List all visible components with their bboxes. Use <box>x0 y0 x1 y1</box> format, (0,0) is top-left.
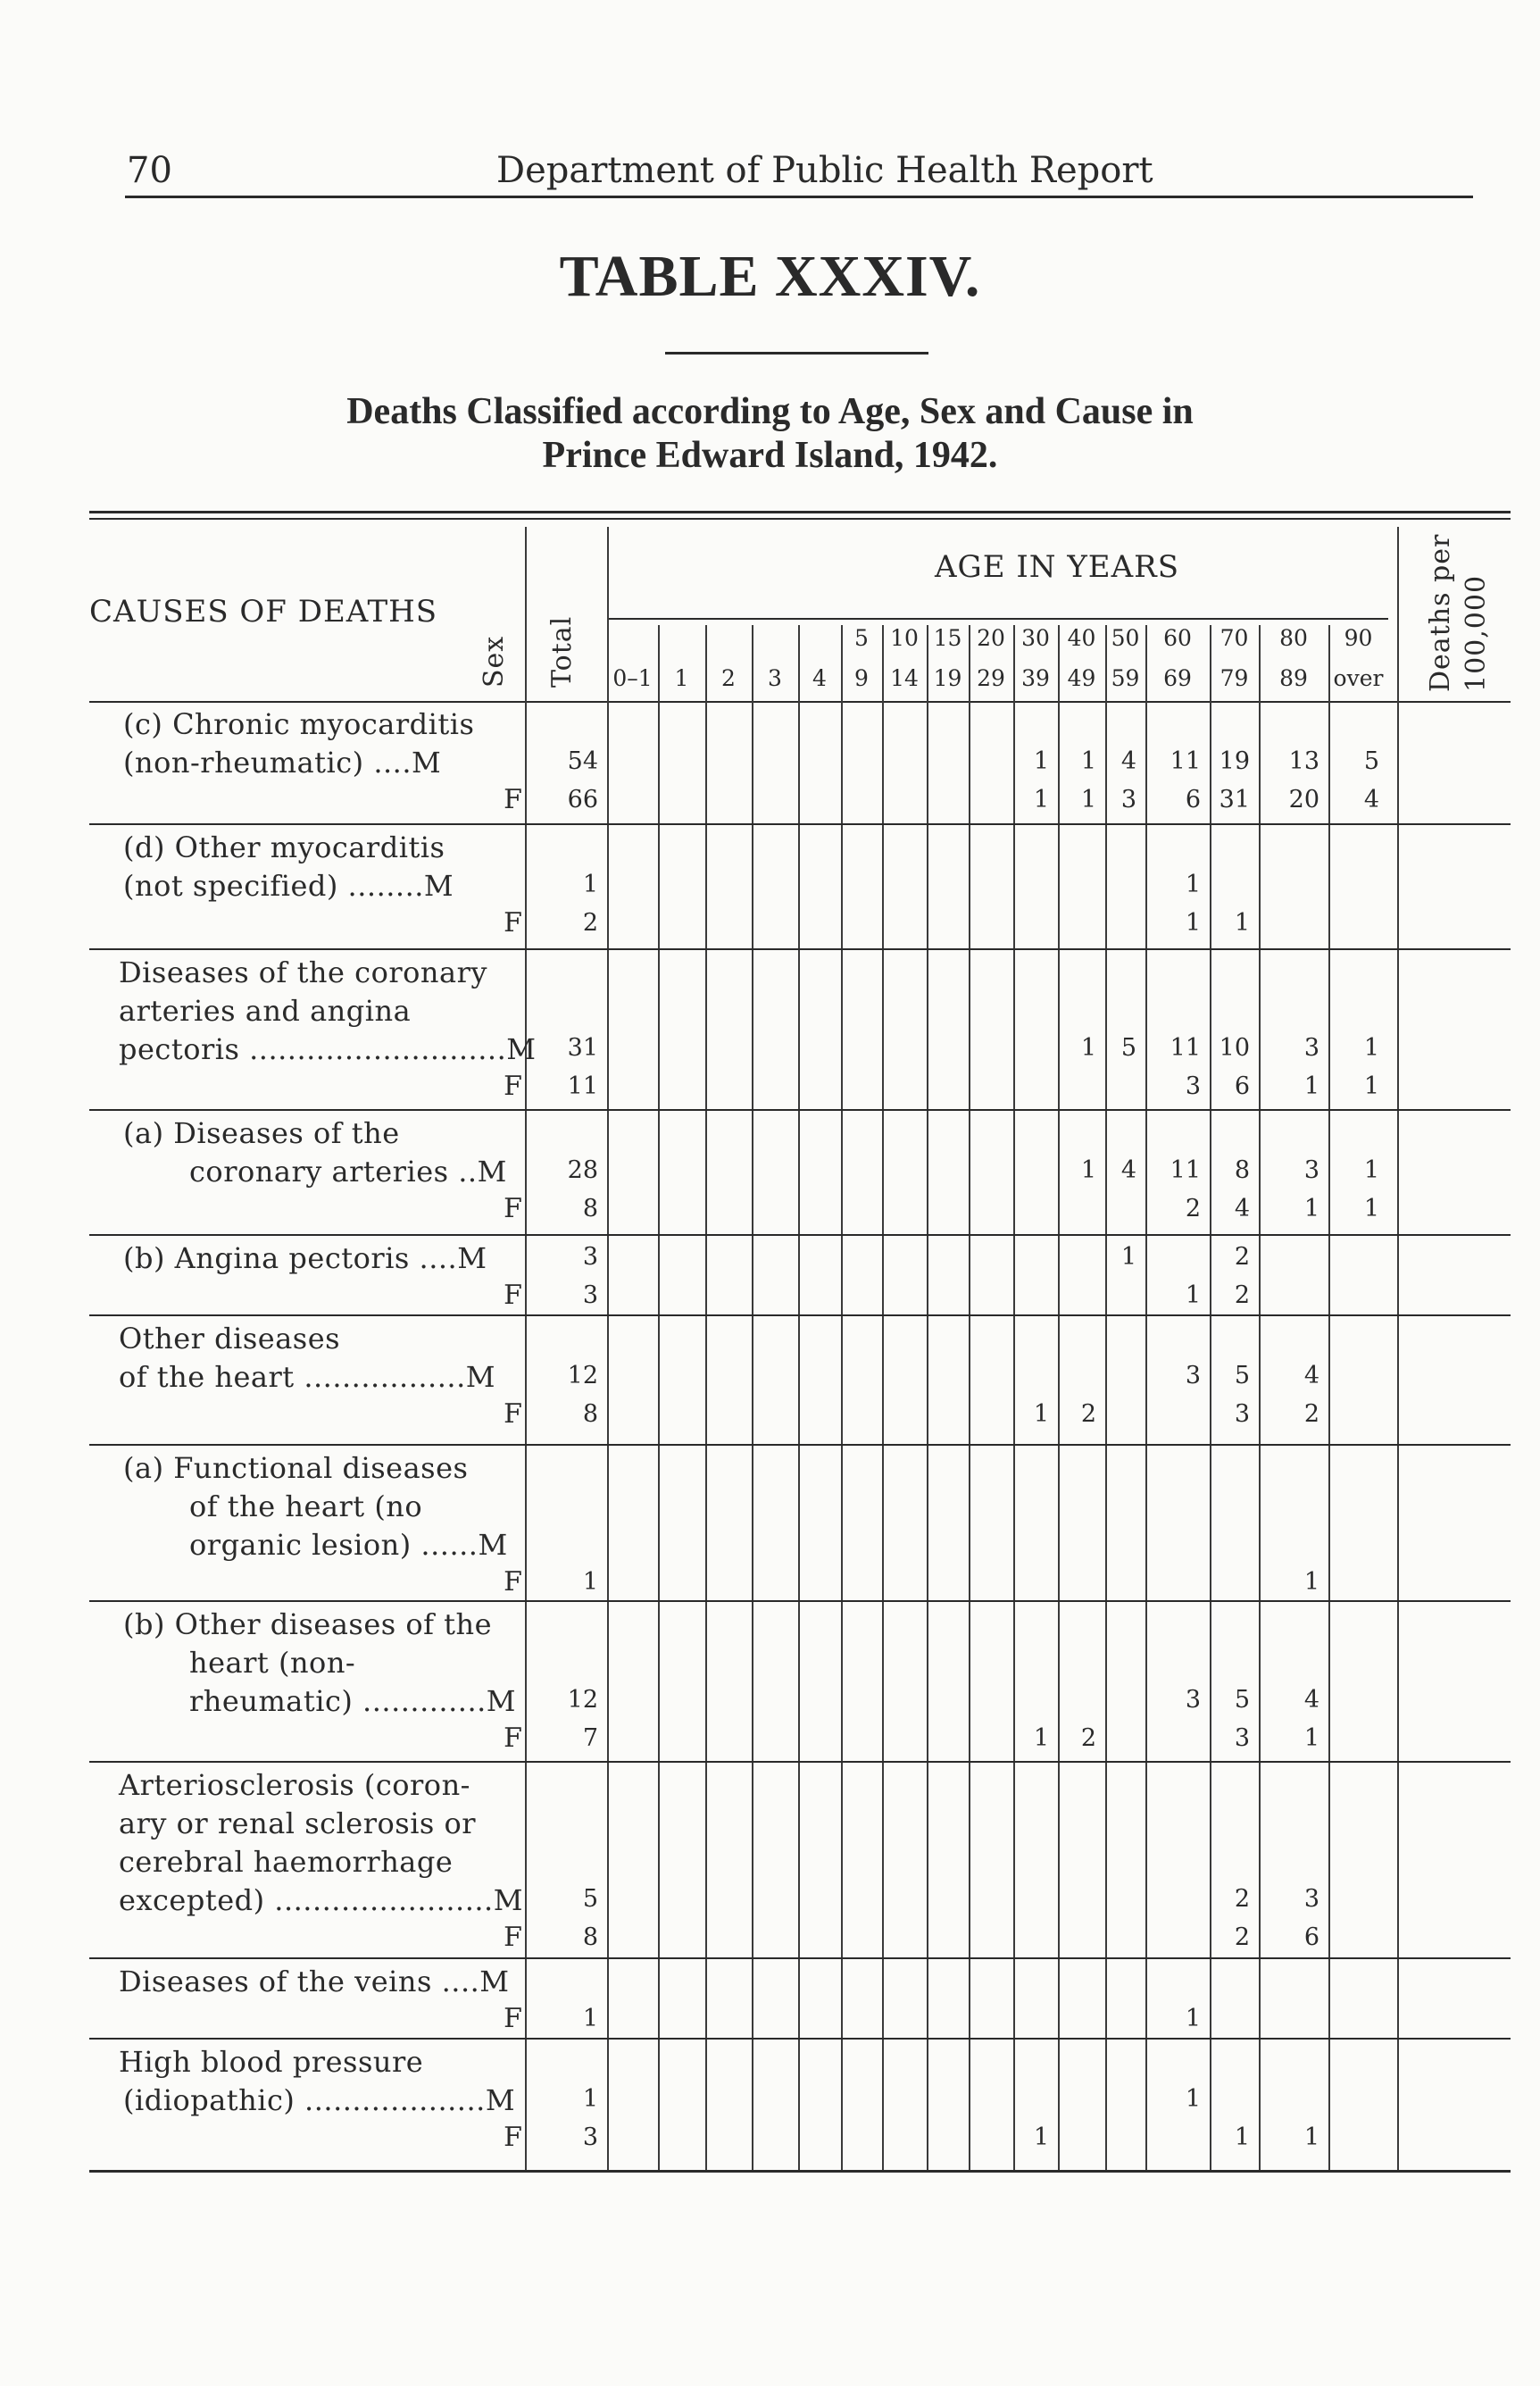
total-f-value: 8 <box>582 1195 598 1222</box>
age-cell-value: 19 <box>1219 747 1250 775</box>
age-cell-value: 8 <box>1234 1156 1250 1184</box>
row-separator <box>89 1600 1511 1602</box>
cause-label: cerebral haemorrhage <box>119 1845 454 1879</box>
row-separator <box>89 1234 1511 1236</box>
sex-f-label: F <box>504 1566 522 1598</box>
sex-f-label: F <box>504 907 522 939</box>
row-separator <box>89 948 1511 950</box>
age-group-top-label: 20 <box>977 625 1005 651</box>
age-cell-value: 31 <box>1219 786 1250 813</box>
sex-column-rule <box>525 527 527 2170</box>
age-cell-value: 1 <box>1185 2005 1201 2032</box>
age-cell-value: 1 <box>1185 1281 1201 1309</box>
sex-f-label: F <box>504 1071 522 1102</box>
age-cell-value: 1 <box>1080 1034 1096 1062</box>
age-cell-value: 4 <box>1234 1195 1250 1222</box>
age-group-bottom-label: 3 <box>768 665 782 691</box>
running-head: Department of Public Health Report <box>496 150 1153 191</box>
age-cell-value: 5 <box>1234 1686 1250 1714</box>
age-cell-value: 3 <box>1303 1034 1319 1062</box>
cause-label: organic lesion) ......M <box>189 1528 508 1562</box>
sex-f-label: F <box>504 1280 522 1311</box>
age-column-rule <box>705 625 707 2170</box>
cause-label: Other diseases <box>119 1322 341 1356</box>
cause-label: (d) Other myocarditis <box>123 830 445 864</box>
age-header-rule <box>607 618 1388 620</box>
age-cell-value: 13 <box>1288 747 1319 775</box>
age-cell-value: 20 <box>1288 786 1319 813</box>
table-subtitle-line-2: Prince Edward Island, 1942. <box>542 435 998 476</box>
age-group-top-label: 5 <box>854 625 869 651</box>
age-cell-value: 3 <box>1120 786 1136 813</box>
age-group-top-label: 90 <box>1344 625 1373 651</box>
age-cell-value: 6 <box>1234 1072 1250 1100</box>
total-header: Total <box>546 615 578 688</box>
page-number: 70 <box>127 150 172 191</box>
cause-label: ary or renal sclerosis or <box>119 1806 477 1840</box>
age-cell-value: 1 <box>1303 1568 1319 1596</box>
total-m-value: 12 <box>567 1362 598 1389</box>
age-cell-value: 3 <box>1185 1072 1201 1100</box>
age-cell-value: 1 <box>1185 2085 1201 2113</box>
cause-label: High blood pressure <box>119 2045 424 2079</box>
age-cell-value: 1 <box>1363 1072 1379 1100</box>
age-group-top-label: 80 <box>1279 625 1308 651</box>
total-m-value: 54 <box>567 747 598 775</box>
row-separator <box>89 1109 1511 1111</box>
age-cell-value: 3 <box>1303 1885 1319 1913</box>
cause-label: (idiopathic) ...................M <box>123 2083 516 2117</box>
age-column-rule <box>1058 625 1060 2170</box>
age-cell-value: 1 <box>1080 747 1096 775</box>
header-rule <box>125 196 1473 198</box>
causes-header: CAUSES OF DEATHS <box>89 594 438 630</box>
per-100000-header: 100,000 <box>1461 574 1492 692</box>
table-title: TABLE XXXIV. <box>559 244 981 309</box>
total-m-value: 31 <box>567 1034 598 1062</box>
age-column-rule <box>1145 625 1147 2170</box>
cause-label: Diseases of the veins ....M <box>119 1965 510 1998</box>
age-group-top-label: 10 <box>890 625 919 651</box>
age-cell-value: 4 <box>1120 747 1136 775</box>
age-cell-value: 5 <box>1234 1362 1250 1389</box>
age-cell-value: 1 <box>1303 1195 1319 1222</box>
age-cell-value: 4 <box>1303 1362 1319 1389</box>
row-separator <box>89 1444 1511 1446</box>
age-group-bottom-label: 1 <box>674 665 689 691</box>
cause-label: of the heart (no <box>189 1489 423 1523</box>
total-f-value: 7 <box>582 1724 598 1752</box>
total-f-value: 66 <box>567 786 598 813</box>
age-cell-value: 2 <box>1080 1724 1096 1752</box>
row-separator <box>89 1957 1511 1959</box>
sex-f-label: F <box>504 1193 522 1224</box>
row-separator <box>89 1314 1511 1316</box>
age-group-bottom-label: 39 <box>1021 665 1050 691</box>
age-cell-value: 1 <box>1033 1724 1049 1752</box>
age-cell-value: 6 <box>1185 786 1201 813</box>
age-cell-value: 11 <box>1170 1156 1201 1184</box>
total-m-value: 3 <box>582 1243 598 1271</box>
rate-column-rule <box>1397 527 1399 2170</box>
age-cell-value: 3 <box>1185 1362 1201 1389</box>
title-rule <box>665 352 928 355</box>
age-cell-value: 1 <box>1080 1156 1096 1184</box>
age-cell-value: 11 <box>1170 1034 1201 1062</box>
age-group-bottom-label: 59 <box>1111 665 1140 691</box>
age-group-bottom-label: 4 <box>812 665 827 691</box>
age-in-years-header: AGE IN YEARS <box>935 549 1180 585</box>
age-cell-value: 1 <box>1033 747 1049 775</box>
age-cell-value: 5 <box>1363 747 1379 775</box>
age-group-bottom-label: 2 <box>721 665 736 691</box>
age-column-rule <box>927 625 928 2170</box>
cause-label: (b) Other diseases of the <box>123 1607 493 1641</box>
cause-label: (a) Diseases of the <box>123 1116 400 1150</box>
age-cell-value: 1 <box>1033 786 1049 813</box>
age-cell-value: 6 <box>1303 1923 1319 1951</box>
age-group-bottom-label: 14 <box>890 665 919 691</box>
age-group-bottom-label: 9 <box>854 665 869 691</box>
age-cell-value: 1 <box>1234 909 1250 937</box>
cause-label: (non-rheumatic) ....M <box>123 746 442 780</box>
age-group-top-label: 60 <box>1163 625 1192 651</box>
age-cell-value: 1 <box>1303 1724 1319 1752</box>
age-group-top-label: 40 <box>1067 625 1096 651</box>
total-f-value: 11 <box>567 1072 598 1100</box>
row-separator <box>89 823 1511 825</box>
cause-label: heart (non- <box>189 1646 356 1680</box>
total-f-value: 3 <box>582 2123 598 2151</box>
age-group-bottom-label: 79 <box>1220 665 1249 691</box>
age-cell-value: 2 <box>1234 1923 1250 1951</box>
cause-label: (c) Chronic myocarditis <box>123 707 475 741</box>
age-column-rule <box>752 625 753 2170</box>
cause-label: of the heart .................M <box>119 1360 495 1394</box>
age-cell-value: 1 <box>1080 786 1096 813</box>
cause-label: (not specified) ........M <box>123 869 454 903</box>
row-separator <box>89 2038 1511 2040</box>
age-cell-value: 2 <box>1185 1195 1201 1222</box>
age-cell-value: 4 <box>1303 1686 1319 1714</box>
total-f-value: 8 <box>582 1400 598 1428</box>
age-cell-value: 2 <box>1234 1885 1250 1913</box>
cause-label: rheumatic) .............M <box>189 1684 517 1718</box>
age-cell-value: 1 <box>1363 1156 1379 1184</box>
age-cell-value: 3 <box>1185 1686 1201 1714</box>
cause-label: coronary arteries ..M <box>189 1155 507 1189</box>
age-cell-value: 1 <box>1120 1243 1136 1271</box>
total-m-value: 12 <box>567 1686 598 1714</box>
total-f-value: 1 <box>582 1568 598 1596</box>
total-m-value: 5 <box>582 1885 598 1913</box>
age-group-top-label: 30 <box>1021 625 1050 651</box>
age-cell-value: 4 <box>1120 1156 1136 1184</box>
total-m-value: 28 <box>567 1156 598 1184</box>
age-cell-value: 3 <box>1303 1156 1319 1184</box>
age-column-rule <box>969 625 970 2170</box>
age-group-top-label: 70 <box>1220 625 1249 651</box>
table-top-rule <box>89 511 1511 513</box>
cause-label: arteries and angina <box>119 994 412 1028</box>
age-group-bottom-label: 0–1 <box>612 665 653 691</box>
age-group-bottom-label: over <box>1333 665 1384 691</box>
cause-label: excepted) .......................M <box>119 1883 523 1917</box>
age-cell-value: 1 <box>1303 1072 1319 1100</box>
row-separator <box>89 1761 1511 1763</box>
age-cell-value: 1 <box>1185 909 1201 937</box>
age-cell-value: 5 <box>1120 1034 1136 1062</box>
age-column-rule <box>1328 625 1330 2170</box>
age-group-bottom-label: 69 <box>1163 665 1192 691</box>
total-f-value: 1 <box>582 2005 598 2032</box>
age-cell-value: 1 <box>1185 871 1201 898</box>
age-group-top-label: 15 <box>933 625 962 651</box>
age-group-bottom-label: 29 <box>977 665 1005 691</box>
age-group-top-label: 50 <box>1111 625 1140 651</box>
sex-f-label: F <box>504 1723 522 1754</box>
age-cell-value: 10 <box>1219 1034 1250 1062</box>
header-bottom-rule <box>89 701 1511 703</box>
age-column-rule <box>841 625 843 2170</box>
age-cell-value: 2 <box>1234 1243 1250 1271</box>
cause-label: (b) Angina pectoris ....M <box>123 1241 487 1275</box>
age-cell-value: 3 <box>1234 1724 1250 1752</box>
table-subtitle-line-1: Deaths Classified according to Age, Sex and Cause in <box>346 391 1194 432</box>
total-f-value: 2 <box>582 909 598 937</box>
table-top-rule-2 <box>89 518 1511 520</box>
total-f-value: 8 <box>582 1923 598 1951</box>
age-cell-value: 2 <box>1303 1400 1319 1428</box>
total-m-value: 1 <box>582 2085 598 2113</box>
sex-f-label: F <box>504 784 522 815</box>
age-column-rule <box>798 625 800 2170</box>
age-cell-value: 11 <box>1170 747 1201 775</box>
age-cell-value: 4 <box>1363 786 1379 813</box>
age-cell-value: 1 <box>1234 2123 1250 2151</box>
age-cell-value: 1 <box>1363 1034 1379 1062</box>
table-bottom-rule <box>89 2170 1511 2173</box>
age-cell-value: 1 <box>1033 1400 1049 1428</box>
sex-f-label: F <box>504 1922 522 1953</box>
age-group-bottom-label: 49 <box>1067 665 1096 691</box>
age-column-rule <box>882 625 884 2170</box>
total-f-value: 3 <box>582 1281 598 1309</box>
cause-label: (a) Functional diseases <box>123 1451 469 1485</box>
sex-f-label: F <box>504 2122 522 2153</box>
deaths-per-header: Deaths per <box>1425 533 1456 692</box>
sex-header: Sex <box>479 635 510 688</box>
sex-f-label: F <box>504 1398 522 1430</box>
age-column-rule <box>1013 625 1015 2170</box>
age-column-rule <box>1105 625 1107 2170</box>
age-group-bottom-label: 19 <box>933 665 962 691</box>
cause-label: pectoris ...........................M <box>119 1032 537 1066</box>
age-cell-value: 1 <box>1303 2123 1319 2151</box>
age-cell-value: 1 <box>1363 1195 1379 1222</box>
age-cell-value: 1 <box>1033 2123 1049 2151</box>
age-cell-value: 2 <box>1234 1281 1250 1309</box>
age-cell-value: 3 <box>1234 1400 1250 1428</box>
cause-label: Diseases of the coronary <box>119 955 487 989</box>
age-cell-value: 2 <box>1080 1400 1096 1428</box>
total-column-rule <box>607 527 609 2170</box>
total-m-value: 1 <box>582 871 598 898</box>
age-column-rule <box>658 625 660 2170</box>
sex-f-label: F <box>504 2003 522 2034</box>
age-group-bottom-label: 89 <box>1279 665 1308 691</box>
cause-label: Arteriosclerosis (coron- <box>119 1768 470 1802</box>
